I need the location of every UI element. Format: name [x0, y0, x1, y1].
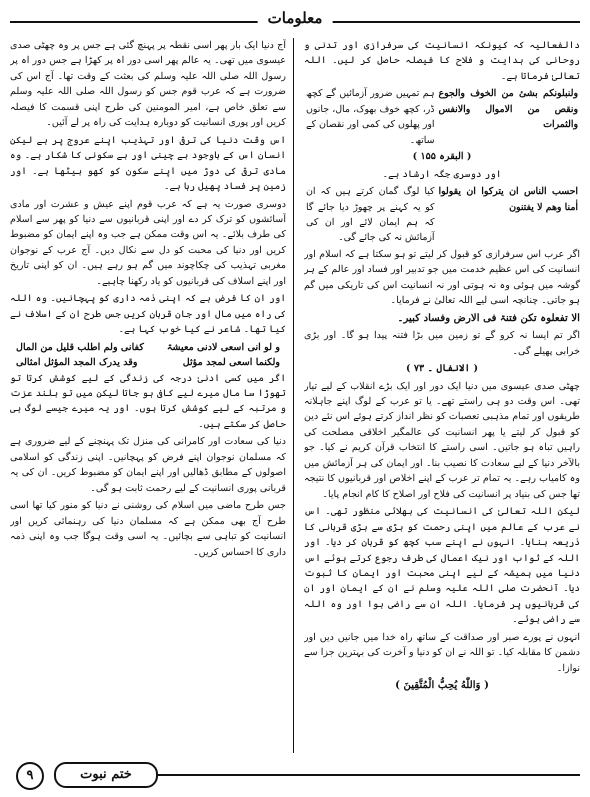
- poetry-hemistich: ولکنما اسعی لمجد مؤثل: [182, 357, 280, 369]
- paragraph: اور ان کا فرض ہے کہ اپنی ذمہ داری کو پہچانیں۔ وہ اللہ کی راہ میں مال اور جان قربان کریں جس طرح ان کے اسلاف نے کیا تھا۔ شاعر نے کیا خوب کہا ہے۔: [10, 293, 286, 336]
- poetry-hemistich: کفانی ولم اطلب قلیل من المال: [16, 341, 144, 353]
- paragraph: انہوں نے پورے صبر اور صداقت کے ساتھ راہ خدا میں جانیں دیں اور دشمن کا مقابلہ کیا۔ تو اللہ نے ان کو دنیا و آخرت کی بہترین جزا سے نوازا۔: [304, 631, 580, 674]
- paragraph: اس وقت دنیا کی ترقی اور تہذیب اپنے عروج پر ہے لیکن انسان اس کے باوجود بے چینی اور بے سکونی کا شکار ہے۔ وہ مادی ترقی کی دوڑ میں اپنے سکون کو کھو بیٹھا ہے۔ اور زمین پر فساد پھیل رہا ہے۔: [10, 134, 286, 193]
- column-divider: [293, 38, 294, 753]
- verse-translation: اگر تم ایسا نہ کرو گے تو زمین میں بڑا فتنہ پیدا ہو گا۔ اور بڑی خرابی پھیلے گی۔: [304, 330, 580, 357]
- magazine-title: ختم نبوت: [54, 762, 158, 788]
- verse-translation: کیا لوگ گمان کرتے ہیں کہ ان کو یہ کہنے پر چھوڑ دیا جائے گا کہ ہم ایمان لائے اور ان کی آزمائش نہ کی جائے گی۔: [306, 186, 435, 244]
- paragraph: دنیا کی سعادت اور کامرانی کی منزل تک پہنچنے کے لیے ضروری ہے کہ مسلمان نوجوان اپنے فرض کو پہچانیں۔ اپنی زندگی کو اسلامی اصولوں کے مطابق ڈھالیں اور اپنے ایمان کو مضبوط کریں۔ ان کی یہ قربانی پوری انسانیت کے لیے رحمت ثابت ہو گی۔: [10, 436, 286, 494]
- paragraph: اگر عرب اس سرفرازی کو قبول کر لیتے تو ہو سکتا ہے کہ اسلام اور انسانیت کی اس عظیم خدمت میں جو تدبیر اور فساد اور عالم کے ہر گوشہ میں ہوئی وہ نہ ہوتی اور نہ انسانیت اس کی تاریکی میں گم ہو جاتی۔ چنانچہ اسی لیے اللہ تعالیٰ نے فرمایا۔: [304, 248, 580, 307]
- paragraph: آج دنیا ایک بار پھر اسی نقطہ پر پہنچ گئی ہے جس پر وہ چھٹی صدی عیسوی میں تھی۔ یہ عالم پھر اسی دور اہ پر کھڑا ہے جس دور اہ پر رسول اللہ صلی اللہ علیہ وسلم کی بعثت کے وقت تھا۔ آج اس کی ضرورت ہے کہ عرب قوم جس کو رسول اللہ صلی اللہ علیہ وسلم سے تعلق خاص ہے، امیر المومنین کی طرح اپنی قسمت کا فیصلہ کریں اور پوری انسانیت کو دوبارہ ہدایت کی راہ پر لے آئیں۔: [10, 40, 286, 129]
- paragraph: دوسری صورت یہ ہے کہ عرب قوم اپنے عیش و عشرت اور مادی آسائشوں کو ترک کر دے اور اپنی قربانیوں سے دنیا کو پھر سے اسلام کی طرف بلائے۔ یہ اس وقت ممکن ہے جب وہ اپنے ایمان کو مضبوط کریں اور دنیا کی محبت کو دل سے نکال دیں۔ آج عرب کے نوجوان مغربی تہذیب کی چکاچوند میں گم ہو رہے ہیں۔ ان کو اپنی تاریخ اور اپنے اسلاف کی قربانیوں کو یاد رکھنا چاہیے۔: [10, 198, 286, 287]
- verse-translation: ہم تمہیں ضرور آزمائیں گے کچھ ڈر، کچھ خوف بھوک، مال، جانوں اور پھلوں کی کمی اور نقصان کے ساتھ۔: [306, 88, 435, 146]
- paragraph: جس طرح ماضی میں اسلام کی روشنی نے دنیا کو منور کیا تھا اسی طرح آج بھی ممکن ہے کہ مسلمان دنیا کی رہنمائی کریں اور انسانیت کو تباہی سے بچائیں۔ یہ اسی وقت ہوگا جب وہ اپنی ذمہ داری کا احساس کریں۔: [10, 500, 286, 558]
- poetry-hemistich: وقد یدرک المجد المؤثل امثالی: [16, 357, 138, 369]
- poetry-hemistich: و لو انی اسعی لادنی معیشۃ: [166, 341, 280, 353]
- poetry-verse: [10, 355, 286, 370]
- right-column: [304, 38, 580, 753]
- page-number: ۹: [16, 762, 44, 790]
- paragraph: دالفعالیہ کہ کیونکہ انسانیت کی سرفرازی اور تدنی و روحانی کی ہدایت و فلاح کا فیصلہ حاصل کر لیں۔ اللہ تعالیٰ فرماتا ہے۔: [304, 40, 580, 82]
- section-title: معلومات: [258, 9, 333, 27]
- closing-verse: ( وَاللّٰهُ يُحِبُّ الْمُتَّقِينَ ): [395, 679, 489, 692]
- paragraph: چھٹی صدی عیسوی میں دنیا ایک دور اور ایک بڑے انقلاب کے لیے تیار تھی۔ اس وقت دو ہی راستے تھے۔ یا تو عرب کے لوگ اپنے جاہلانہ طریقوں اور تمام مذہبی تعصبات کو نظر انداز کرتے ہوئے اس نئے دین کو قبول کر لیتے یا پھر انسانیت کی عالمگیر اخلاقی مصلحت کی راہیں تباہ ہو جاتیں۔ اسی راستے کا انتخاب قرآن کریم نے کیا۔ جو بالآخر دنیا کے لیے سعادت کا نصیب بنا۔ اور ایمان کی ہر آزمائش میں وہ کامیاب رہے۔ یہ تمام تر عرب کے اپنے اخلاص اور قربانیوں کا نتیجہ تھا جس کی بنیاد پر انسانیت کی فلاح اور اصلاح کا کام انجام پایا۔: [304, 380, 580, 500]
- paragraph: اور دوسری جگہ ارشاد ہے۔: [382, 168, 502, 180]
- page-footer: [10, 758, 580, 790]
- poetry-verse: [10, 340, 286, 355]
- paragraph: اگر میں کسی ادنیٰ درجہ کی زندگی کے لیے کوشش کرتا تو تھوڑا سا مال میرے لیے کافی ہو جاتا لیکن میں تو بلند عزت و مرتبہ کے لیے کوشش کرتا ہوں۔ اور یہ میرے جیسے لوگ ہی حاصل کر سکتے ہیں۔: [10, 372, 286, 430]
- verse-reference: ( الانفال ۔ ۷۳ ): [405, 363, 479, 375]
- arabic-verse: ولنبلونکم بشیٔ من الخوف والجوع ونقص من الاموال والانفس والثمرات: [438, 88, 578, 131]
- left-column: [10, 38, 286, 753]
- arabic-verse: احسب الناس ان یترکوا ان یقولوا اٰمنا وھم لا یفتنون: [438, 186, 578, 213]
- paragraph: لیکن اللہ تعالیٰ کی انسانیت کی بھلائی منظور تھی۔ اس نے عرب کے عالم میں اپنی رحمت کو بڑی سے بڑی قربانی کا ذریعہ بنایا۔ انہوں نے اپنے سب کچھ کو قربان کر دیا۔ اور اللہ کے ثواب اور نیک اعمال کی طرف رجوع کرتے ہوئے اس دنیا میں ہمیشہ کے لیے اپنی محبت اور ایمان کا ثبوت دیا۔ آنحضرت صلی اللہ علیہ وسلم نے ان کے ایمان اور ان کی قربانیوں پر فرمایا۔ اللہ ان سے راضی ہوا اور وہ اللہ سے راضی ہوئے۔: [304, 506, 580, 626]
- quran-verse-block: [304, 86, 580, 148]
- quran-verse-block: [304, 184, 580, 246]
- page-header: [10, 8, 580, 34]
- magazine-page: [6, 6, 584, 791]
- verse-reference: ( البقرہ ۱۵۵ ): [412, 151, 472, 163]
- arabic-verse: الا تفعلوہ تکن فتنۃ فی الارض وفساد کبیر۔: [397, 311, 580, 324]
